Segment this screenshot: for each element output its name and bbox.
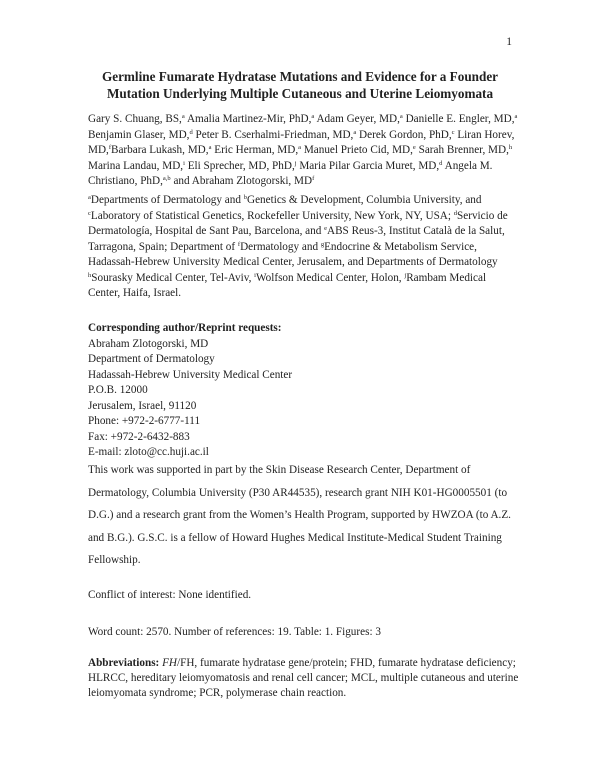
affiliation-text: ABS Reus-3, Institut Català de la Salut, Tarragona, Spain; Department of [88, 225, 505, 253]
abbreviations-text: /FH, fumarate hydratase gene/protein; FHD, fumarate hydratase deficiency; HLRCC, hereditary leiomyomatosis and renal cell cancer; MCL, multiple cutaneous and uterine leiomyomata syndrome; PCR, polymerase chain reaction. [88, 657, 519, 699]
author-name: Barbara Lukash, MD, [111, 144, 209, 156]
author-name: Maria Pilar Garcia Muret, MD, [299, 159, 440, 172]
affiliation-text: Sourasky Medical Center, Tel-Aviv, [91, 271, 255, 284]
affiliation-text: Genetics & Development, Columbia University, and [247, 194, 482, 206]
author-list [88, 112, 520, 190]
affiliation-mark: f [237, 240, 241, 248]
affiliation-mark: d [453, 209, 458, 217]
corr-line: Jerusalem, Israel, 91120 [88, 399, 197, 412]
author-name: and Abraham Zlotogorski, MD [173, 175, 313, 187]
affiliation-text: Laboratory of Statistical Genetics, Rockefeller University, New York, NY, USA; [90, 209, 454, 222]
corr-line: Department of Dermatology [88, 353, 215, 365]
author-name: Marina Landau, MD, [88, 159, 184, 172]
corr-line: Phone: +972-2-6777-111 [88, 415, 201, 427]
affiliation-mark: e [324, 225, 328, 232]
affiliations [88, 193, 520, 302]
corr-line: Hadassah-Hebrew University Medical Center [88, 368, 293, 381]
affiliation-text: Servicio de Dermatología, Hospital de Sant Pau, Barcelona, and [88, 209, 508, 237]
abbreviation-term: FH [162, 657, 177, 669]
author-affiliation-mark: a [208, 144, 212, 151]
affiliation-mark: g [320, 240, 325, 248]
author-affiliation-mark: e [412, 144, 416, 151]
author-affiliation-mark: a [399, 113, 403, 120]
abbreviations [88, 656, 520, 701]
funding-statement: This work was supported in part by the Skin Disease Research Center, Department of Dermatology, Columbia University (P30 AR44535), research grant NIH K01-HG0005501 (to D.G.) and a research grant from the Women’s Health Program, supported by HWZOA (to A.Z. and B.G.). G.S.C. is a fellow of Howard Hughes Medical Institute-Medical Student Training Fellowship. [88, 464, 511, 566]
corr-line: Fax: +972-2-6432-883 [88, 430, 190, 443]
affiliation-text: Rambam Medical Center, Haifa, Israel. [88, 271, 487, 299]
corr-line: Abraham Zlotogorski, MD [88, 337, 209, 350]
author-affiliation-mark: d [439, 159, 443, 167]
author-name: Sarah Brenner, MD, [418, 144, 509, 156]
affiliation-text: Dermatology and [240, 240, 321, 253]
affiliation-mark: i [254, 271, 256, 279]
author-affiliation-mark: a [311, 113, 315, 120]
abbreviations-label: Abbreviations: [88, 657, 160, 669]
author-name: Eli Sprecher, MD, PhD, [187, 159, 295, 172]
affiliation-text: Endocrine & Metabolism Service, Hadassah-Hebrew University Medical Center, Jerusalem, and Departments of Dermatology [88, 240, 498, 268]
author-name: Eric Herman, MD, [214, 144, 299, 156]
corresponding-heading: Corresponding author/Reprint requests: [88, 322, 282, 334]
paper-title: Germline Fumarate Hydratase Mutations and Evidence for a Founder Mutation Underlying Multiple Cutaneous and Uterine Leiomyomata [101, 69, 499, 101]
corr-line: P.O.B. 12000 [88, 384, 148, 396]
author-name: Danielle E. Engler, MD, [405, 113, 515, 125]
affiliation-mark: j [404, 271, 407, 279]
word-count: Word count: 2570. Number of references: 19. Table: 1. Figures: 3 [88, 626, 381, 638]
author-name: Adam Geyer, MD, [316, 113, 400, 125]
affiliation-mark: c [88, 209, 91, 217]
page-number: 1 [506, 36, 512, 48]
author-affiliation-mark: f [312, 175, 315, 182]
corr-email: E-mail: zloto@cc.huji.ac.il [88, 446, 209, 458]
affiliation-mark: a [88, 194, 91, 201]
author-name: Derek Gordon, PhD, [359, 128, 452, 141]
author-affiliation-mark: a [514, 113, 518, 120]
author-affiliation-mark: a,b [162, 175, 171, 182]
author-affiliation-mark: a [181, 113, 185, 120]
affiliation-text: Departments of Dermatology and [90, 194, 244, 206]
corresponding-author-block [88, 321, 520, 461]
affiliation-text: Wolfson Medical Center, Holon, [255, 271, 405, 284]
author-affiliation-mark: i [183, 159, 185, 167]
author-affiliation-mark: f [108, 144, 111, 151]
affiliation-mark: b [243, 194, 247, 201]
author-affiliation-mark: a [353, 128, 357, 136]
author-affiliation-mark: a [298, 144, 302, 151]
author-name: Benjamin Glaser, MD, [88, 128, 190, 141]
author-name: Angela M. Christiano, PhD, [88, 159, 493, 187]
conflict-of-interest: Conflict of interest: None identified. [88, 589, 252, 601]
affiliation-mark: h [88, 271, 92, 279]
author-affiliation-mark: d [189, 128, 193, 136]
author-affiliation-mark: h [508, 144, 513, 151]
author-name: Peter B. Cserhalmi-Friedman, MD, [195, 128, 354, 141]
author-name: Gary S. Chuang, BS, [88, 113, 182, 125]
author-affiliation-mark: c [451, 128, 455, 136]
author-name: Manuel Prieto Cid, MD, [303, 144, 413, 156]
author-name: Liran Horev, MD, [88, 128, 515, 156]
author-name: Amalia Martinez-Mir, PhD, [186, 113, 312, 125]
author-affiliation-mark: j [294, 159, 297, 167]
